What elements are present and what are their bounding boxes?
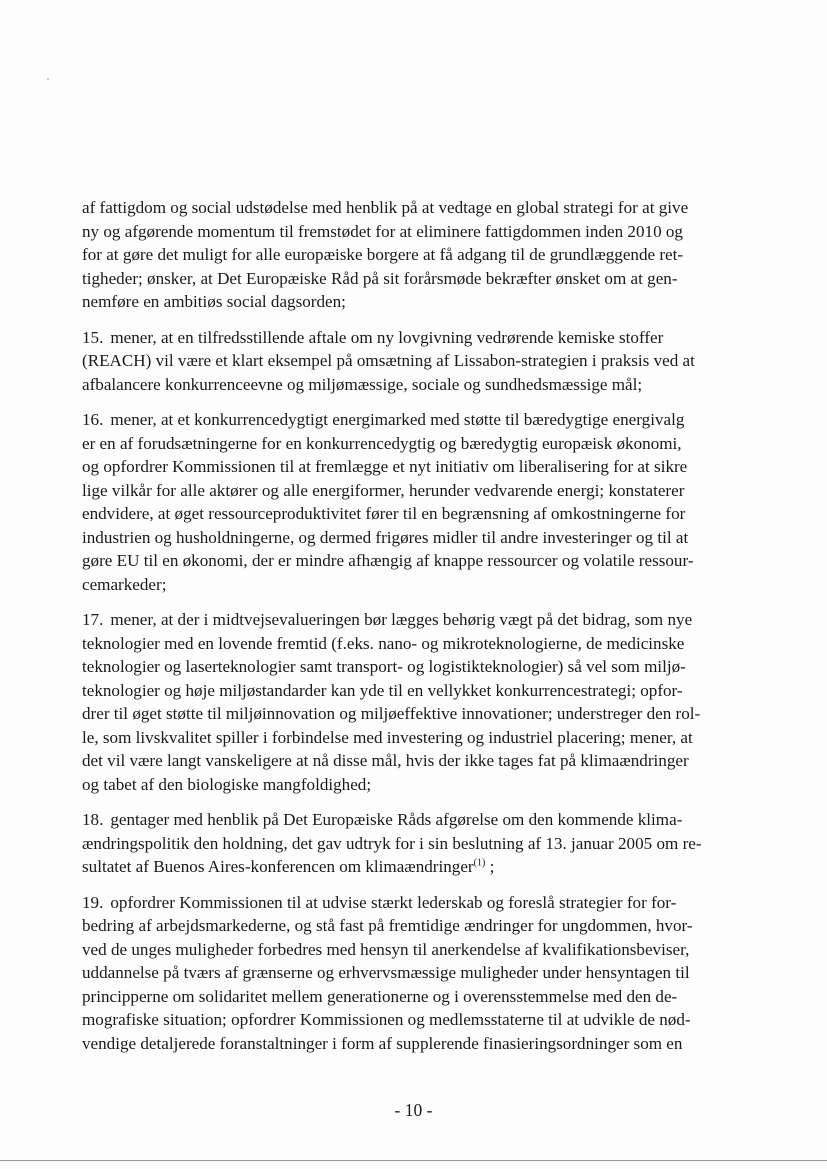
text-line-content: sultatet af Buenos Aires-konferencen om klimaændringer bbox=[82, 857, 474, 876]
text-line-content: opfordrer Kommissionen til at udvise stærkt lederskab og foreslå strategier for for- bbox=[110, 892, 677, 912]
text-line-content: mener, at et konkurrencedygtigt energimarked med støtte til bæredygtige energivalg bbox=[110, 410, 685, 429]
text-line: teknologier og høje miljøstandarder kan yde til en vellykket konkurrencestrategi; opfor- bbox=[82, 680, 683, 700]
paragraph-number: 17. bbox=[82, 610, 104, 629]
text-line: cemarkeder; bbox=[82, 574, 167, 594]
text-line: nemføre en ambitiøs social dagsorden; bbox=[82, 292, 346, 311]
text-line: tigheder; ønsker, at Det Europæiske Råd på sit forårsmøde bekræfter ønsket om at gen- bbox=[82, 268, 678, 288]
text-line-content: mener, at en tilfredsstillende aftale om ny lovgivning vedrørende kemiske stoffer bbox=[110, 327, 664, 347]
text-line: le, som livskvalitet spiller i forbindelse med investering og industriel placering; mener, at bbox=[82, 727, 693, 747]
scan-edge-line bbox=[0, 1160, 827, 1161]
text-line: teknologier med en lovende fremtid (f.eks. nano- og mikroteknologierne, de medicinske bbox=[82, 633, 685, 653]
text-line: gøre EU til en økonomi, der er mindre afhængig af knappe ressourcer og volatile ressour- bbox=[82, 551, 694, 570]
paragraph-continuation bbox=[82, 196, 746, 314]
text-line: lige vilkår for alle aktører og alle energiformer, herunder vedvarende energi; konstaterer bbox=[82, 480, 685, 500]
text-line: ved de unges muligheder forbedres med hensyn til anerkendelse af kvalifikationsbeviser, bbox=[82, 939, 690, 959]
text-line bbox=[82, 408, 746, 432]
text-line bbox=[82, 855, 746, 879]
text-line: uddannelse på tværs af grænserne og erhvervsmæssige muligheder under hensyntagen til bbox=[82, 963, 690, 982]
footnote-marker: (1) bbox=[473, 857, 486, 869]
text-line: er en af forudsætningerne for en konkurrencedygtig og bæredygtig europæisk økonomi, bbox=[82, 433, 682, 453]
text-line: (REACH) vil være et klart eksempel på omsætning af Lissabon-strategien i praksis ved at bbox=[82, 351, 695, 370]
text-line: afbalancere konkurrenceevne og miljømæssige, sociale og sundhedsmæssige mål; bbox=[82, 374, 643, 394]
text-line: det vil være langt vanskeligere at nå disse mål, hvis der ikke tages fat på klimaændringer bbox=[82, 751, 689, 770]
text-line-content: mener, at der i midtvejsevalueringen bør lægges behørig vægt på det bidrag, som nye bbox=[110, 610, 693, 629]
text-line: ny og afgørende momentum til fremstødet for at eliminere fattigdommen inden 2010 og bbox=[82, 221, 683, 241]
text-line bbox=[82, 891, 746, 915]
paragraph-18 bbox=[82, 808, 746, 879]
text-line: teknologier og laserteknologier samt transport- og logistikteknologier) så vel som miljø- bbox=[82, 657, 686, 676]
text-line: ændringspolitik den holdning, det gav udtryk for i sin beslutning af 13. januar 2005 om re- bbox=[82, 833, 702, 853]
text-line: af fattigdom og social udstødelse med henblik på at vedtage en global strategi for at give bbox=[82, 198, 689, 217]
text-line: mografiske situation; opfordrer Kommissionen og medlemsstaterne til at udvikle de nød- bbox=[82, 1010, 691, 1029]
text-line: for at gøre det muligt for alle europæiske borgere at få adgang til de grundlæggende ret- bbox=[82, 245, 684, 264]
text-line: drer til øget støtte til miljøinnovation og miljøeffektive innovationer; understreger den rol- bbox=[82, 704, 701, 723]
paragraph-17 bbox=[82, 608, 746, 796]
text-line-trailing: ; bbox=[485, 857, 495, 876]
paragraph-number: 19. bbox=[82, 892, 104, 912]
paragraph-number: 18. bbox=[82, 810, 104, 829]
document-body bbox=[82, 196, 746, 1067]
text-line bbox=[82, 608, 746, 632]
paragraph-number: 16. bbox=[82, 410, 104, 429]
text-line bbox=[82, 326, 746, 350]
paragraph-number: 15. bbox=[82, 327, 104, 347]
text-line: og tabet af den biologiske mangfoldighed; bbox=[82, 774, 372, 794]
scan-speck bbox=[47, 78, 49, 80]
text-line-content: gentager med henblik på Det Europæiske Råds afgørelse om den kommende klima- bbox=[110, 810, 683, 829]
text-line: vendige detaljerede foranstaltninger i form af supplerende finasieringsordninger som en bbox=[82, 1033, 683, 1053]
text-line: principperne om solidaritet mellem generationerne og i overensstemmelse med den de- bbox=[82, 986, 678, 1006]
text-line: endvidere, at øget ressourceproduktivitet fører til en begrænsning af omkostningerne for bbox=[82, 504, 686, 523]
paragraph-16 bbox=[82, 408, 746, 596]
text-line: bedring af arbejdsmarkederne, og stå fast på fremtidige ændringer for ungdommen, hvor- bbox=[82, 916, 693, 935]
page-number: - 10 - bbox=[394, 1100, 433, 1120]
paragraph-15 bbox=[82, 326, 746, 397]
text-line: industrien og husholdningerne, og dermed frigøres midler til andre investeringer og til at bbox=[82, 527, 689, 547]
text-line: og opfordrer Kommissionen til at fremlægge et nyt initiativ om liberalisering for at sikre bbox=[82, 457, 688, 476]
text-line bbox=[82, 808, 746, 832]
paragraph-19 bbox=[82, 891, 746, 1056]
